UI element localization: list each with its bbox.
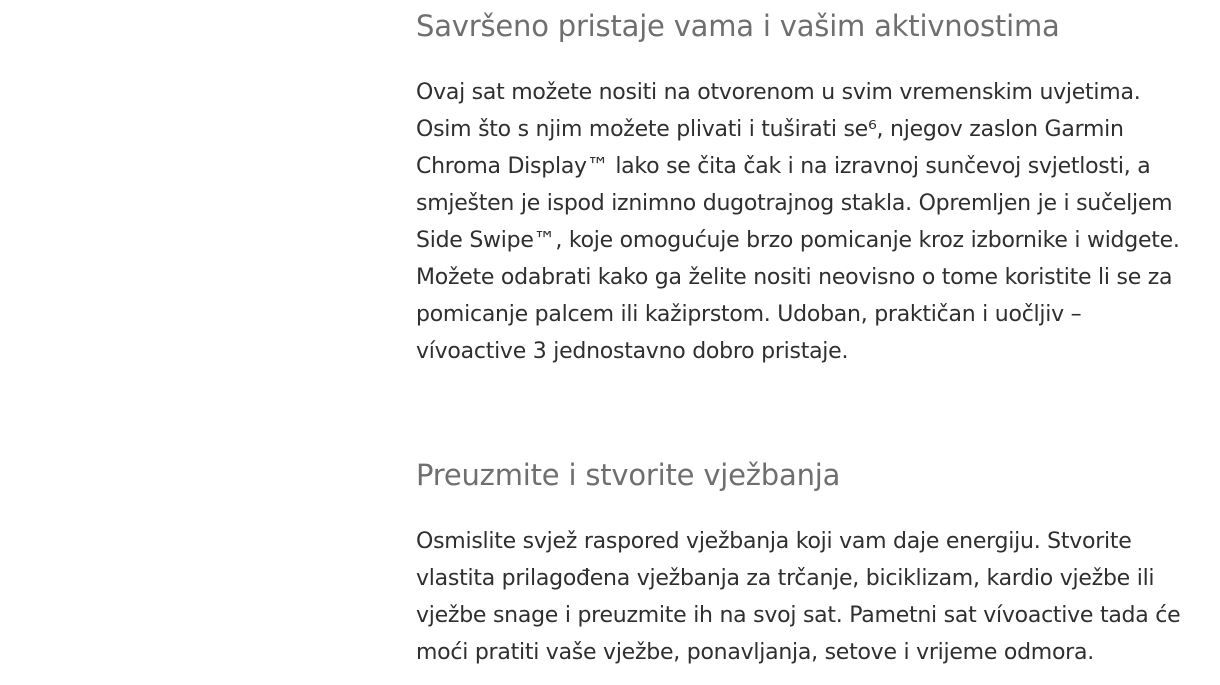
body-line: Side Swipe™, koje omogućuje brzo pomicanje kroz izbornike i widgete. [416,228,1180,253]
body-line: vježbe snage i preuzmite ih na svoj sat. Pametni sat vívoactive tada će [416,603,1181,628]
body-line: Osim što s njim možete plivati i tuširati se⁶, njegov zaslon Garmin [416,117,1124,142]
section-heading-workouts: Preuzmite i stvorite vježbanja [416,458,841,492]
body-line: Osmislite svjež raspored vježbanja koji vam daje energiju. Stvorite [416,529,1132,554]
body-line: smješten je ispod iznimno dugotrajnog stakla. Opremljen je i sučeljem [416,191,1173,216]
body-line: vlastita prilagođena vježbanja za trčanje, biciklizam, kardio vježbe ili [416,566,1155,591]
body-line: Chroma Display™ lako se čita čak i na izravnoj sunčevoj svjetlosti, a [416,154,1151,179]
section-body-workouts [416,523,1186,671]
section-body-fit [416,74,1186,370]
body-line: Ovaj sat možete nositi na otvorenom u svim vremenskim uvjetima. [416,80,1141,105]
body-line: pomicanje palcem ili kažiprstom. Udoban, praktičan i uočljiv – [416,302,1082,327]
section-heading-fit: Savršeno pristaje vama i vašim aktivnostima [416,9,1060,43]
body-line: Možete odabrati kako ga želite nositi neovisno o tome koristite li se za [416,265,1173,290]
body-line: vívoactive 3 jednostavno dobro pristaje. [416,339,849,364]
body-line: moći pratiti vaše vježbe, ponavljanja, setove i vrijeme odmora. [416,640,1094,665]
